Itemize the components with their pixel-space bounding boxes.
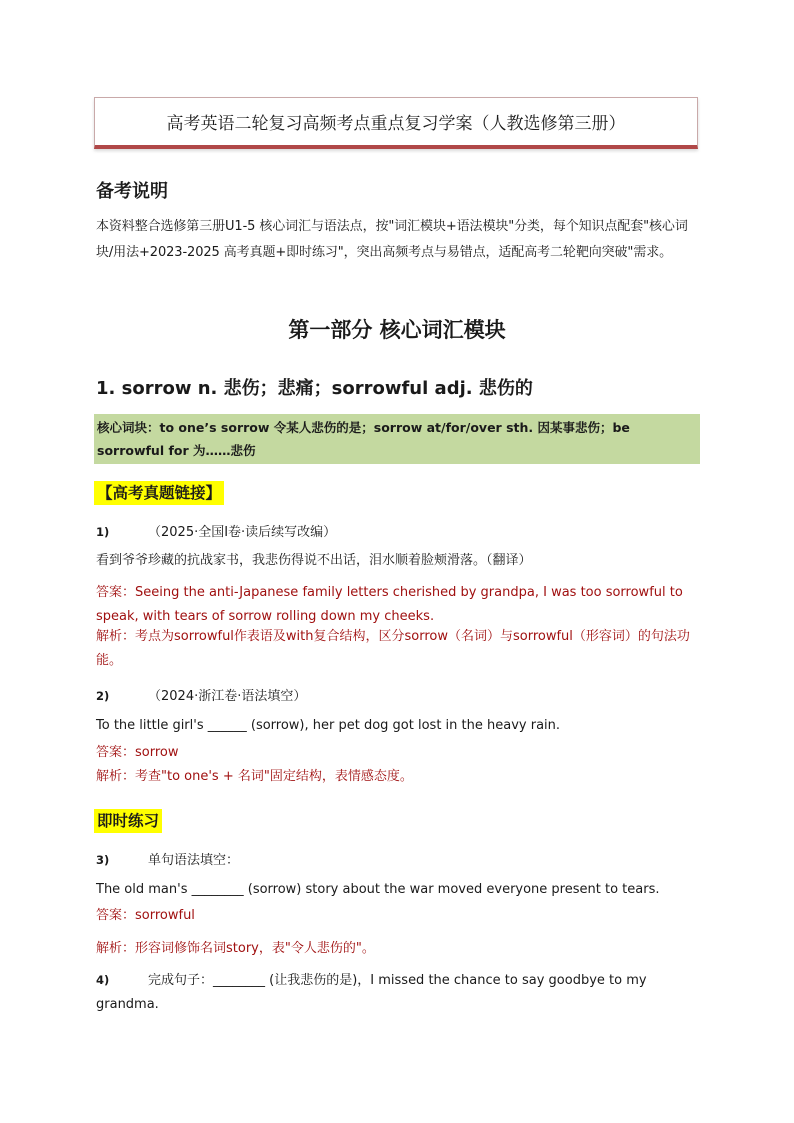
question-3-answer: 答案：sorrowful [96, 908, 195, 923]
question-source: 完成句子：________ (让我悲伤的是)，I missed the chance to say goodbye to my grandma. [96, 973, 647, 1012]
question-1-answer: 答案：Seeing the anti-Japanese family letters cherished by grandpa, I was too sorrowful to speak, with tears of sorrow rolling down my cheeks. [96, 585, 683, 624]
question-2-text: To the little girl's ______ (sorrow), her pet dog got lost in the heavy rain. [96, 718, 561, 733]
document-title: 高考英语二轮复习高频考点重点复习学案（人教选修第三册） [94, 97, 698, 149]
question-1-header [96, 521, 336, 540]
question-1-text: 看到爷爷珍藏的抗战家书，我悲伤得说不出话，泪水顺着脸颊滑落。（翻译） [96, 553, 532, 568]
practice-tag: 即时练习 [94, 809, 162, 833]
core-phrases-box: 核心词块：to one’s sorrow 令某人悲伤的是；sorrow at/for/over sth. 因某事悲伤；be sorrowful for 为……悲伤 [94, 414, 700, 464]
question-2-analysis: 解析：考查"to one's + 名词"固定结构，表情感态度。 [96, 769, 413, 784]
note-heading: 备考说明 [96, 181, 168, 202]
question-1-analysis: 解析：考点为sorrowful作表语及with复合结构，区分sorrow（名词）与sorrowful（形容词）的句法功能。 [96, 629, 690, 668]
question-3-text: The old man's ________ (sorrow) story about the war moved everyone present to tears. [96, 882, 660, 897]
question-number: 3) [96, 853, 110, 867]
question-2-header [96, 685, 306, 704]
word-heading: 1. sorrow n. 悲伤；悲痛；sorrowful adj. 悲伤的 [96, 378, 533, 399]
note-text: 本资料整合选修第三册U1-5 核心词汇与语法点，按"词汇模块+语法模块"分类，每个知识点配套"核心词块/用法+2023-2025 高考真题+即时练习"，突出高频考点与易错点，适配高考二轮靶向突破"需求。 [96, 219, 688, 260]
question-source: （2025·全国Ⅰ卷·读后续写改编） [148, 525, 337, 540]
question-source: 单句语法填空： [148, 853, 240, 868]
question-source: （2024·浙江卷·语法填空） [148, 689, 307, 704]
question-number: 4) [96, 973, 110, 987]
gaokao-link-tag: 【高考真题链接】 [94, 481, 224, 505]
question-3-analysis: 解析：形容词修饰名词story，表"令人悲伤的"。 [96, 941, 375, 956]
question-3-header [96, 849, 239, 868]
question-number: 1) [96, 525, 110, 539]
question-2-answer: 答案：sorrow [96, 745, 179, 760]
question-number: 2) [96, 689, 110, 703]
part-title: 第一部分 核心词汇模块 [288, 318, 506, 342]
question-4 [96, 968, 700, 1017]
